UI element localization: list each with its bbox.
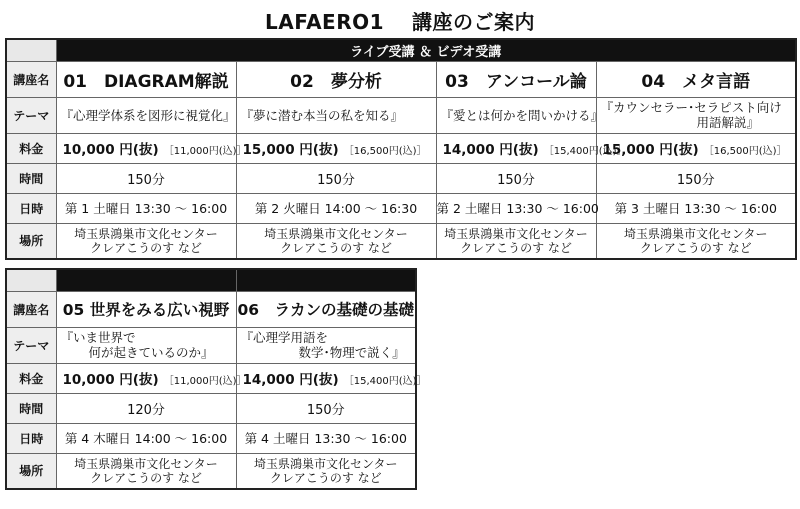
fee-row	[6, 133, 796, 163]
fee-04	[596, 133, 796, 163]
venue-05-line1: 埼玉県鴻巣市文化センター	[74, 456, 218, 471]
course-name-row-2	[6, 291, 416, 327]
label-duration: 時間	[6, 163, 56, 193]
course-name-row	[6, 61, 796, 97]
theme-04-line2: 用語解説』	[696, 115, 760, 130]
venue-04-line2: クレアこうのす など	[639, 240, 752, 255]
venue-03-line1: 埼玉県鴻巣市文化センター	[444, 226, 588, 241]
course-name-05: 05 世界をみる広い視野	[56, 291, 236, 327]
label-fee: 料金	[6, 133, 56, 163]
label-venue: 場所	[6, 223, 56, 259]
fee-06	[236, 363, 427, 393]
venue-06-line2: クレアこうのす など	[269, 470, 382, 485]
theme-02	[236, 97, 436, 133]
duration-row-2	[6, 393, 416, 423]
venue-03-line2: クレアこうのす など	[460, 240, 572, 255]
theme-05-line1: 『いま世界で	[60, 330, 136, 345]
fee-02	[236, 133, 436, 163]
banner-cell-05	[56, 269, 236, 291]
fee-02-tax: ［16,500円(込)］	[343, 146, 427, 157]
theme-02-line1: 『夢に潜む本当の私を知る』	[240, 107, 404, 123]
corner-cell-2	[6, 269, 56, 291]
label-course-name: 講座名	[6, 61, 56, 97]
label-theme-2: テーマ	[6, 327, 56, 363]
course-name-03: 03 アンコール論	[436, 61, 596, 97]
fee-05-main: 10,000 円(抜)	[62, 372, 159, 388]
theme-04	[596, 97, 796, 133]
venue-04	[596, 223, 796, 259]
banner-row-2	[6, 269, 416, 291]
duration-03: 150分	[436, 163, 596, 193]
duration-row	[6, 163, 796, 193]
venue-01-line1: 埼玉県鴻巣市文化センター	[74, 226, 218, 241]
label-fee-2: 料金	[6, 363, 56, 393]
schedule-04: 第 3 土曜日 13:30 ～ 16:00	[596, 193, 796, 223]
schedule-02: 第 2 火曜日 14:00 ～ 16:30	[236, 193, 436, 223]
theme-row	[6, 97, 796, 133]
venue-row-2	[6, 453, 416, 489]
fee-03-main: 14,000 円(抜)	[442, 142, 539, 158]
corner-cell	[6, 39, 56, 61]
venue-04-line1: 埼玉県鴻巣市文化センター	[623, 226, 768, 241]
venue-02	[236, 223, 436, 259]
theme-04-line1: 『カウンセラー･セラピスト向け	[600, 100, 782, 115]
theme-05	[56, 327, 236, 363]
theme-01	[56, 97, 236, 133]
course-name-06: 06 ラカンの基礎の基礎	[236, 291, 416, 327]
fee-02-main: 15,000 円(抜)	[242, 142, 339, 158]
schedule-row	[6, 193, 796, 223]
course-table-1	[5, 38, 797, 260]
fee-06-main: 14,000 円(抜)	[242, 372, 339, 388]
schedule-03: 第 2 土曜日 13:30 ～ 16:00	[436, 193, 596, 223]
venue-05-line2: クレアこうのす など	[90, 470, 202, 485]
fee-03-tax: ［15,400円(込)］	[543, 146, 627, 157]
fee-05-tax: ［11,000円(込)］	[163, 376, 247, 387]
theme-03	[436, 97, 604, 133]
venue-02-line2: クレアこうのす など	[280, 240, 392, 255]
schedule-01: 第 1 土曜日 13:30 ～ 16:00	[56, 193, 236, 223]
fee-01-tax: ［11,000円(込)］	[163, 146, 247, 157]
fee-05	[56, 363, 247, 393]
duration-02: 150分	[236, 163, 436, 193]
theme-05-line2: 何が起きているのか』	[88, 345, 214, 360]
theme-01-line1: 『心理学体系を図形に視覚化』	[60, 107, 236, 123]
theme-06-line2: 数学･物理で説く』	[298, 345, 405, 360]
fee-01-main: 10,000 円(抜)	[62, 142, 159, 158]
course-name-04: 04 メタ言語	[596, 61, 796, 97]
venue-06	[236, 453, 416, 489]
label-venue-2: 場所	[6, 453, 56, 489]
schedule-05: 第 4 木曜日 14:00 ～ 16:00	[56, 423, 236, 453]
course-table-2	[5, 268, 427, 490]
venue-05	[56, 453, 236, 489]
banner-row	[6, 39, 796, 61]
banner-cell-06	[236, 269, 416, 291]
label-schedule-2: 日時	[6, 423, 56, 453]
schedule-06: 第 4 土曜日 13:30 ～ 16:00	[236, 423, 416, 453]
fee-row-2	[6, 363, 416, 393]
label-theme: テーマ	[6, 97, 56, 133]
label-course-name-2: 講座名	[6, 291, 56, 327]
theme-row-2	[6, 327, 416, 363]
venue-01	[56, 223, 236, 259]
theme-06-line1: 『心理学用語を	[240, 330, 329, 345]
duration-04: 150分	[596, 163, 796, 193]
fee-06-tax: ［15,400円(込)］	[343, 376, 427, 387]
fee-03	[436, 133, 627, 163]
fee-04-tax: ［16,500円(込)］	[703, 146, 787, 157]
theme-03-line1: 『愛とは何かを問いかける』	[440, 107, 604, 123]
label-duration-2: 時間	[6, 393, 56, 423]
schedule-row-2	[6, 423, 416, 453]
fee-01	[56, 133, 247, 163]
duration-06: 150分	[236, 393, 416, 423]
venue-01-line2: クレアこうのす など	[90, 240, 202, 255]
duration-05: 120分	[56, 393, 236, 423]
delivery-banner: ライブ受講 ＆ ビデオ受講	[56, 39, 796, 61]
venue-03	[436, 223, 596, 259]
page-title: LAFAERO1 講座のご案内	[264, 10, 535, 34]
venue-row	[6, 223, 796, 259]
course-name-02: 02 夢分析	[236, 61, 436, 97]
duration-01: 150分	[56, 163, 236, 193]
theme-06	[236, 327, 416, 363]
venue-06-line1: 埼玉県鴻巣市文化センター	[253, 456, 398, 471]
course-name-01: 01 DIAGRAM解説	[56, 61, 236, 97]
label-schedule: 日時	[6, 193, 56, 223]
fee-04-main: 15,000 円(抜)	[602, 142, 699, 158]
venue-02-line1: 埼玉県鴻巣市文化センター	[264, 226, 408, 241]
